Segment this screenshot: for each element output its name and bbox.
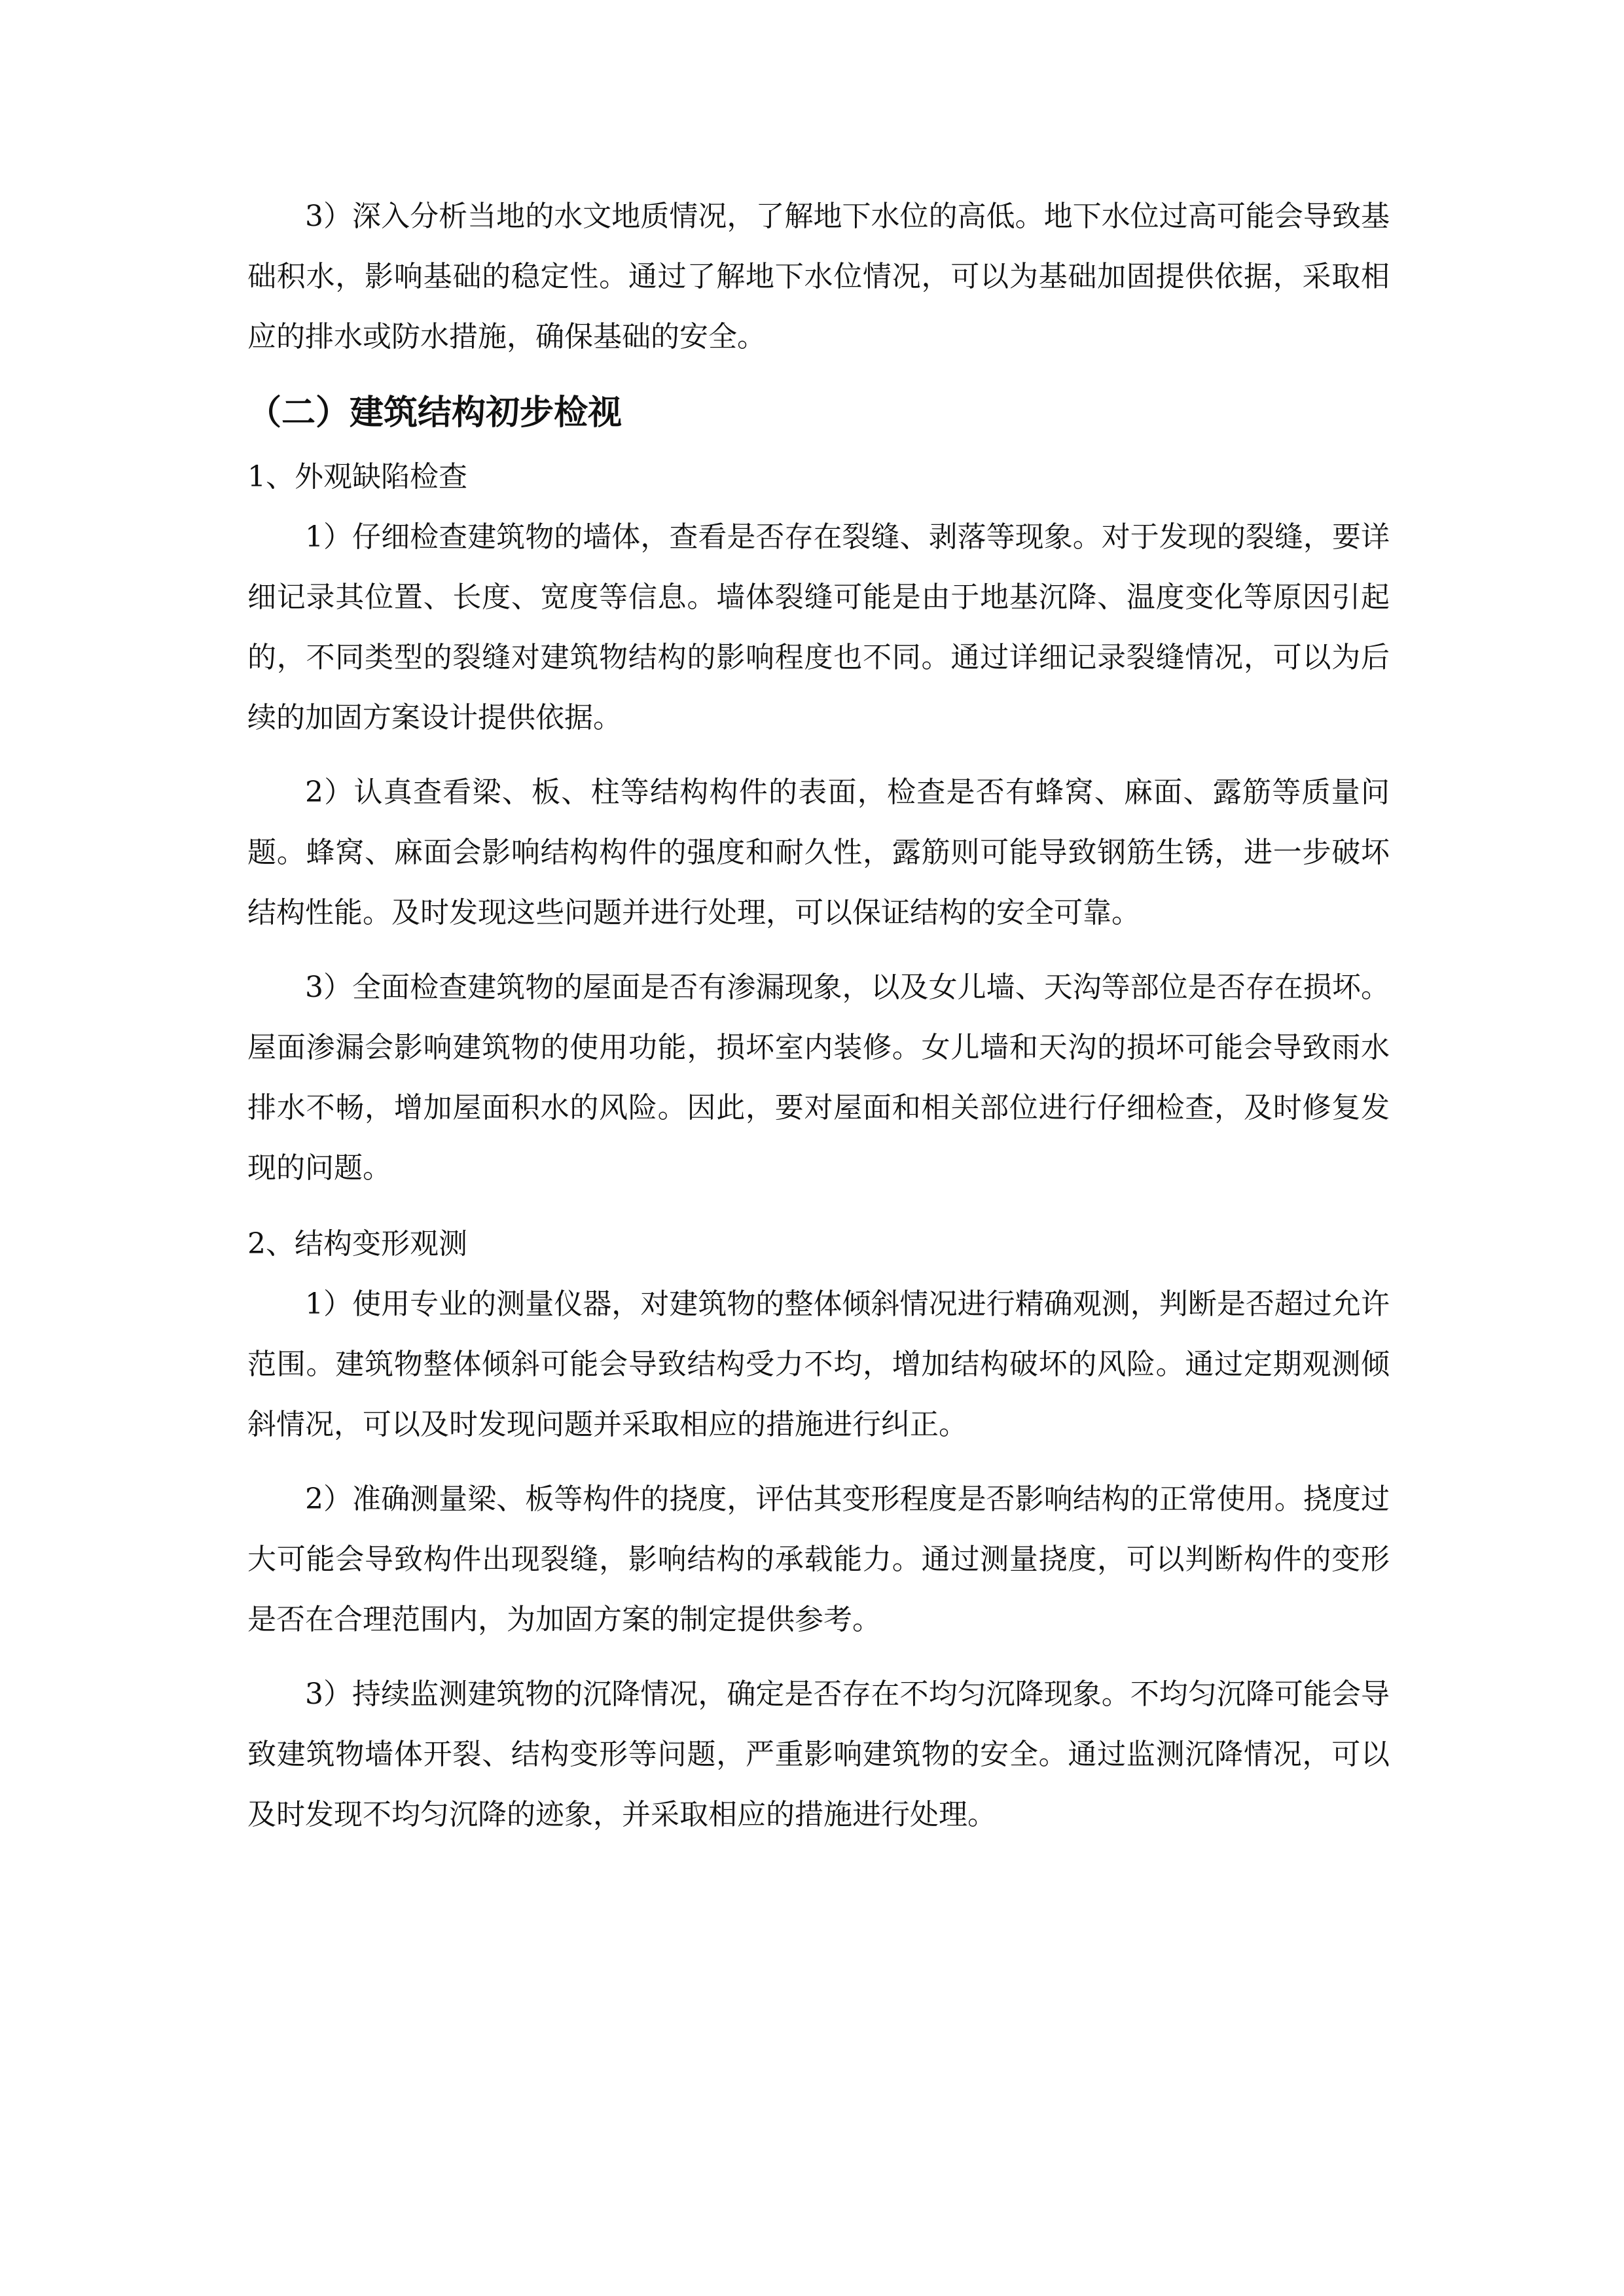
paragraph-roof-leakage: 3）全面检查建筑物的屋面是否有渗漏现象，以及女儿墙、天沟等部位是否存在损坏。屋面渗漏会影响建筑物的使用功能，损坏室内装修。女儿墙和天沟的损坏可能会导致雨水排水不畅，增加屋面积水的风险。因此，要对屋面和相关部位进行仔细检查，及时修复发现的问题。: [247, 971, 1390, 1185]
paragraph-deflection: 2）准确测量梁、板等构件的挠度，评估其变形程度是否影响结构的正常使用。挠度过大可能会导致构件出现裂缝，影响结构的承载能力。通过测量挠度，可以判断构件的变形是否在合理范围内，为加固方案的制定提供参考。: [247, 1482, 1390, 1636]
paragraph-groundwater: 3）深入分析当地的水文地质情况，了解地下水位的高低。地下水位过高可能会导致基础积水，影响基础的稳定性。通过了解地下水位情况，可以为基础加固提供依据，采取相应的排水或防水措施，确保基础的安全。: [247, 200, 1390, 353]
paragraph-tilt-observation: 1）使用专业的测量仪器，对建筑物的整体倾斜情况进行精确观测，判断是否超过允许范围。建筑物整体倾斜可能会导致结构受力不均，增加结构破坏的风险。通过定期观测倾斜情况，可以及时发现问题并采取相应的措施进行纠正。: [247, 1287, 1390, 1441]
document-body: [247, 187, 1390, 1845]
paragraph-wall-cracks: 1）仔细检查建筑物的墙体，查看是否存在裂缝、剥落等现象。对于发现的裂缝，要详细记录其位置、长度、宽度等信息。墙体裂缝可能是由于地基沉降、温度变化等原因引起的，不同类型的裂缝对建筑物结构的影响程度也不同。通过详细记录裂缝情况，可以为后续的加固方案设计提供依据。: [247, 520, 1390, 734]
sub-heading-appearance-inspection: 1、外观缺陷检查: [247, 460, 467, 493]
section-title: （二）建筑结构初步检视: [247, 393, 623, 433]
paragraph-member-surface: 2）认真查看梁、板、柱等结构构件的表面，检查是否有蜂窝、麻面、露筋等质量问题。蜂窝、麻面会影响结构构件的强度和耐久性，露筋则可能导致钢筋生锈，进一步破坏结构性能。及时发现这些问题并进行处理，可以保证结构的安全可靠。: [247, 776, 1390, 929]
sub-heading-deformation-observation: 2、结构变形观测: [247, 1227, 467, 1261]
paragraph-settlement: 3）持续监测建筑物的沉降情况，确定是否存在不均匀沉降现象。不均匀沉降可能会导致建筑物墙体开裂、结构变形等问题，严重影响建筑物的安全。通过监测沉降情况，可以及时发现不均匀沉降的迹象，并采取相应的措施进行处理。: [247, 1677, 1390, 1831]
